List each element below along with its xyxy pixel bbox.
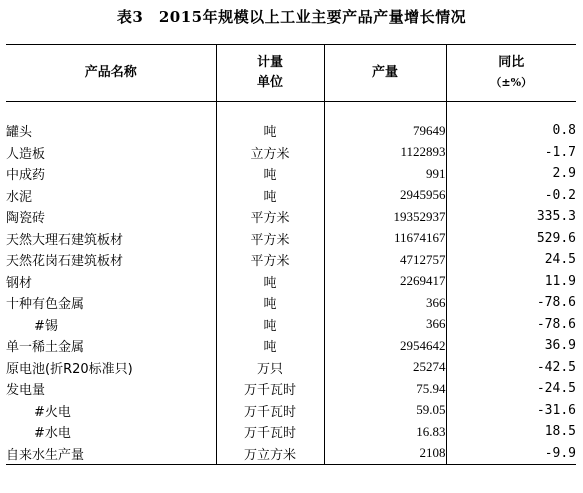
header-yoy	[446, 45, 576, 102]
yoy-cell: 2.9	[446, 163, 576, 185]
unit-cell: 吨	[216, 335, 324, 357]
header-unit-line2: 单位	[256, 75, 283, 90]
unit-cell: 吨	[216, 314, 324, 336]
table-row	[6, 314, 576, 336]
output-cell: 2954642	[324, 335, 446, 357]
product-name: #锡	[34, 318, 58, 334]
product-name: 人造板	[6, 146, 46, 162]
unit-cell: 万千瓦时	[216, 421, 324, 443]
yoy-cell: -42.5	[446, 357, 576, 379]
output-cell: 2108	[324, 443, 446, 465]
table-row	[6, 292, 576, 314]
unit-cell: 吨	[216, 185, 324, 207]
output-cell: 11674167	[324, 228, 446, 250]
output-cell: 79649	[324, 120, 446, 142]
product-name: 天然花岗石建筑板材	[6, 254, 124, 270]
header-product-name: 产品名称	[6, 45, 216, 102]
product-name: 天然大理石建筑板材	[6, 232, 124, 248]
header-yoy-line2: （±%）	[490, 76, 533, 89]
unit-cell: 万千瓦时	[216, 400, 324, 422]
yoy-cell: -24.5	[446, 378, 576, 400]
yoy-cell: 11.9	[446, 271, 576, 293]
product-name: 钢材	[6, 275, 33, 291]
unit-cell: 万千瓦时	[216, 378, 324, 400]
yoy-cell: 18.5	[446, 421, 576, 443]
table-row	[6, 378, 576, 400]
unit-cell: 万只	[216, 357, 324, 379]
spacer-row	[6, 102, 576, 121]
product-name: 自来水生产量	[6, 443, 216, 465]
table-row	[6, 400, 576, 422]
unit-cell: 吨	[216, 292, 324, 314]
yoy-cell: -78.6	[446, 292, 576, 314]
table-row	[6, 443, 576, 465]
output-cell: 2269417	[324, 271, 446, 293]
yoy-cell: 529.6	[446, 228, 576, 250]
yoy-cell: -1.7	[446, 142, 576, 164]
yoy-cell: 36.9	[446, 335, 576, 357]
table-row	[6, 421, 576, 443]
yoy-cell: -78.6	[446, 314, 576, 336]
product-name: 陶瓷砖	[6, 211, 46, 227]
table-row	[6, 142, 576, 164]
table-row	[6, 120, 576, 142]
product-name: 罐头	[6, 125, 33, 141]
product-name: 原电池(折R20标准只)	[6, 361, 133, 377]
table-row	[6, 228, 576, 250]
header-unit-line1: 计量	[256, 55, 283, 70]
unit-cell: 平方米	[216, 228, 324, 250]
table-row	[6, 335, 576, 357]
table-row	[6, 249, 576, 271]
yoy-cell: -0.2	[446, 185, 576, 207]
unit-cell: 立方米	[216, 142, 324, 164]
yoy-cell: -9.9	[446, 443, 576, 465]
header-output: 产量	[324, 45, 446, 102]
unit-cell: 吨	[216, 120, 324, 142]
output-cell: 16.83	[324, 421, 446, 443]
output-cell: 991	[324, 163, 446, 185]
header-unit	[216, 45, 324, 102]
table-row	[6, 271, 576, 293]
table-row	[6, 163, 576, 185]
product-name: 中成药	[6, 168, 46, 184]
unit-cell: 吨	[216, 271, 324, 293]
product-name: 水泥	[6, 189, 33, 205]
yoy-cell: 24.5	[446, 249, 576, 271]
output-cell: 366	[324, 314, 446, 336]
product-output-table	[6, 44, 576, 465]
output-cell: 4712757	[324, 249, 446, 271]
output-cell: 366	[324, 292, 446, 314]
product-name: 单一稀土金属	[6, 340, 85, 356]
output-cell: 75.94	[324, 378, 446, 400]
yoy-cell: 0.8	[446, 120, 576, 142]
output-cell: 25274	[324, 357, 446, 379]
unit-cell: 平方米	[216, 206, 324, 228]
output-cell: 2945956	[324, 185, 446, 207]
table-title: 表3 2015年规模以上工业主要产品产量增长情况	[116, 8, 467, 26]
table-row	[6, 185, 576, 207]
output-cell: 59.05	[324, 400, 446, 422]
unit-cell: 平方米	[216, 249, 324, 271]
unit-cell: 吨	[216, 163, 324, 185]
product-name: 十种有色金属	[6, 297, 85, 313]
product-name: #火电	[34, 404, 71, 420]
output-cell: 1122893	[324, 142, 446, 164]
yoy-cell: -31.6	[446, 400, 576, 422]
header-row	[6, 45, 576, 102]
table-row	[6, 206, 576, 228]
table-row	[6, 357, 576, 379]
product-name: #水电	[34, 426, 71, 442]
product-name: 发电量	[6, 383, 46, 399]
yoy-cell: 335.3	[446, 206, 576, 228]
unit-cell: 万立方米	[216, 443, 324, 465]
output-cell: 19352937	[324, 206, 446, 228]
header-yoy-line1: 同比	[498, 55, 525, 70]
